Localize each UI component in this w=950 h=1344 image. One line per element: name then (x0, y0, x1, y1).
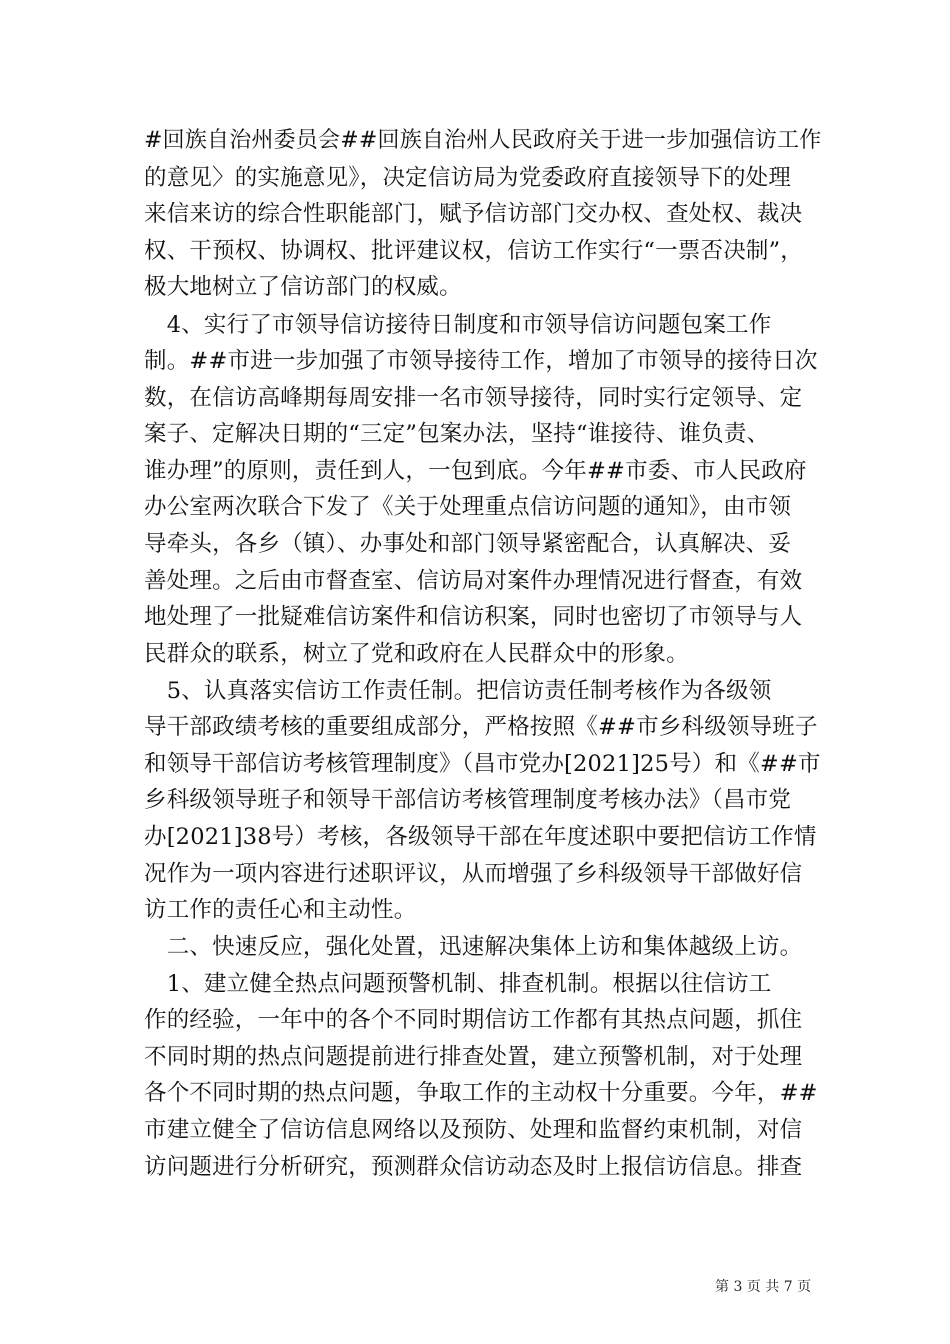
page-number: 第 3 页 共 7 页 (715, 1279, 812, 1295)
text-line: 二、快速反应，强化处置，迅速解决集体上访和集体越级上访。 (144, 934, 803, 960)
text-line: 极大地树立了信访部门的权威。 (144, 274, 462, 300)
text-line: 1、建立健全热点问题预警机制、排查机制。根据以往信访工 (144, 971, 772, 997)
text-line: 谁办理”的原则，责任到人，一包到底。今年##市委、市人民政府 (144, 458, 807, 484)
text-line: 不同时期的热点问题提前进行排查处置，建立预警机制，对于处理 (144, 1044, 803, 1070)
text-line: 数，在信访高峰期每周安排一名市领导接待，同时实行定领导、定 (144, 385, 803, 411)
text-line: 4、实行了市领导信访接待日制度和市领导信访问题包案工作 (144, 312, 772, 338)
text-line: 权、干预权、协调权、批评建议权，信访工作实行“一票否决制”， (144, 238, 804, 264)
text-line: 导干部政绩考核的重要组成部分，严格按照《##市乡科级领导班子 (144, 714, 818, 740)
text-line: 和领导干部信访考核管理制度》（昌市党办[2021]25号）和《##市 (144, 751, 821, 777)
text-line: 民群众的联系，树立了党和政府在人民群众中的形象。 (144, 641, 689, 667)
text-line: 善处理。之后由市督查室、信访局对案件办理情况进行督查，有效 (144, 568, 803, 594)
text-line: 地处理了一批疑难信访案件和信访积案，同时也密切了市领导与人 (144, 604, 803, 630)
text-line: 办[2021]38号）考核，各级领导干部在年度述职中要把信访工作情 (144, 824, 817, 850)
text-line: 导牵头，各乡（镇）、办事处和部门领导紧密配合，认真解决、妥 (144, 531, 792, 557)
text-line: 制。##市进一步加强了市领导接待工作，增加了市领导的接待日次 (144, 348, 818, 374)
text-line: 案子、定解决日期的“三定”包案办法，坚持“谁接待、谁负责、 (144, 421, 770, 447)
text-line: 乡科级领导班子和领导干部信访考核管理制度考核办法》（昌市党 (144, 787, 792, 813)
text-line: 各个不同时期的热点问题，争取工作的主动权十分重要。今年，## (144, 1080, 818, 1106)
text-line: 的意见〉的实施意见》，决定信访局为党委政府直接领导下的处理 (144, 165, 792, 191)
text-line: 办公室两次联合下发了《关于处理重点信访问题的通知》，由市领 (144, 494, 792, 520)
text-line: 访工作的责任心和主动性。 (144, 897, 417, 923)
text-line: 来信来访的综合性职能部门，赋予信访部门交办权、查处权、裁决 (144, 201, 803, 227)
text-line: #回族自治州委员会##回族自治州人民政府关于进一步加强信访工作 (144, 128, 822, 153)
text-line: 5、认真落实信访工作责任制。把信访责任制考核作为各级领 (144, 678, 772, 704)
text-line: 况作为一项内容进行述职评议，从而增强了乡科级领导干部做好信 (144, 861, 803, 887)
text-line: 访问题进行分析研究，预测群众信访动态及时上报信访信息。排查 (144, 1154, 803, 1180)
text-line: 作的经验，一年中的各个不同时期信访工作都有其热点问题，抓住 (144, 1007, 803, 1033)
text-line: 市建立健全了信访信息网络以及预防、处理和监督约束机制，对信 (144, 1117, 803, 1143)
